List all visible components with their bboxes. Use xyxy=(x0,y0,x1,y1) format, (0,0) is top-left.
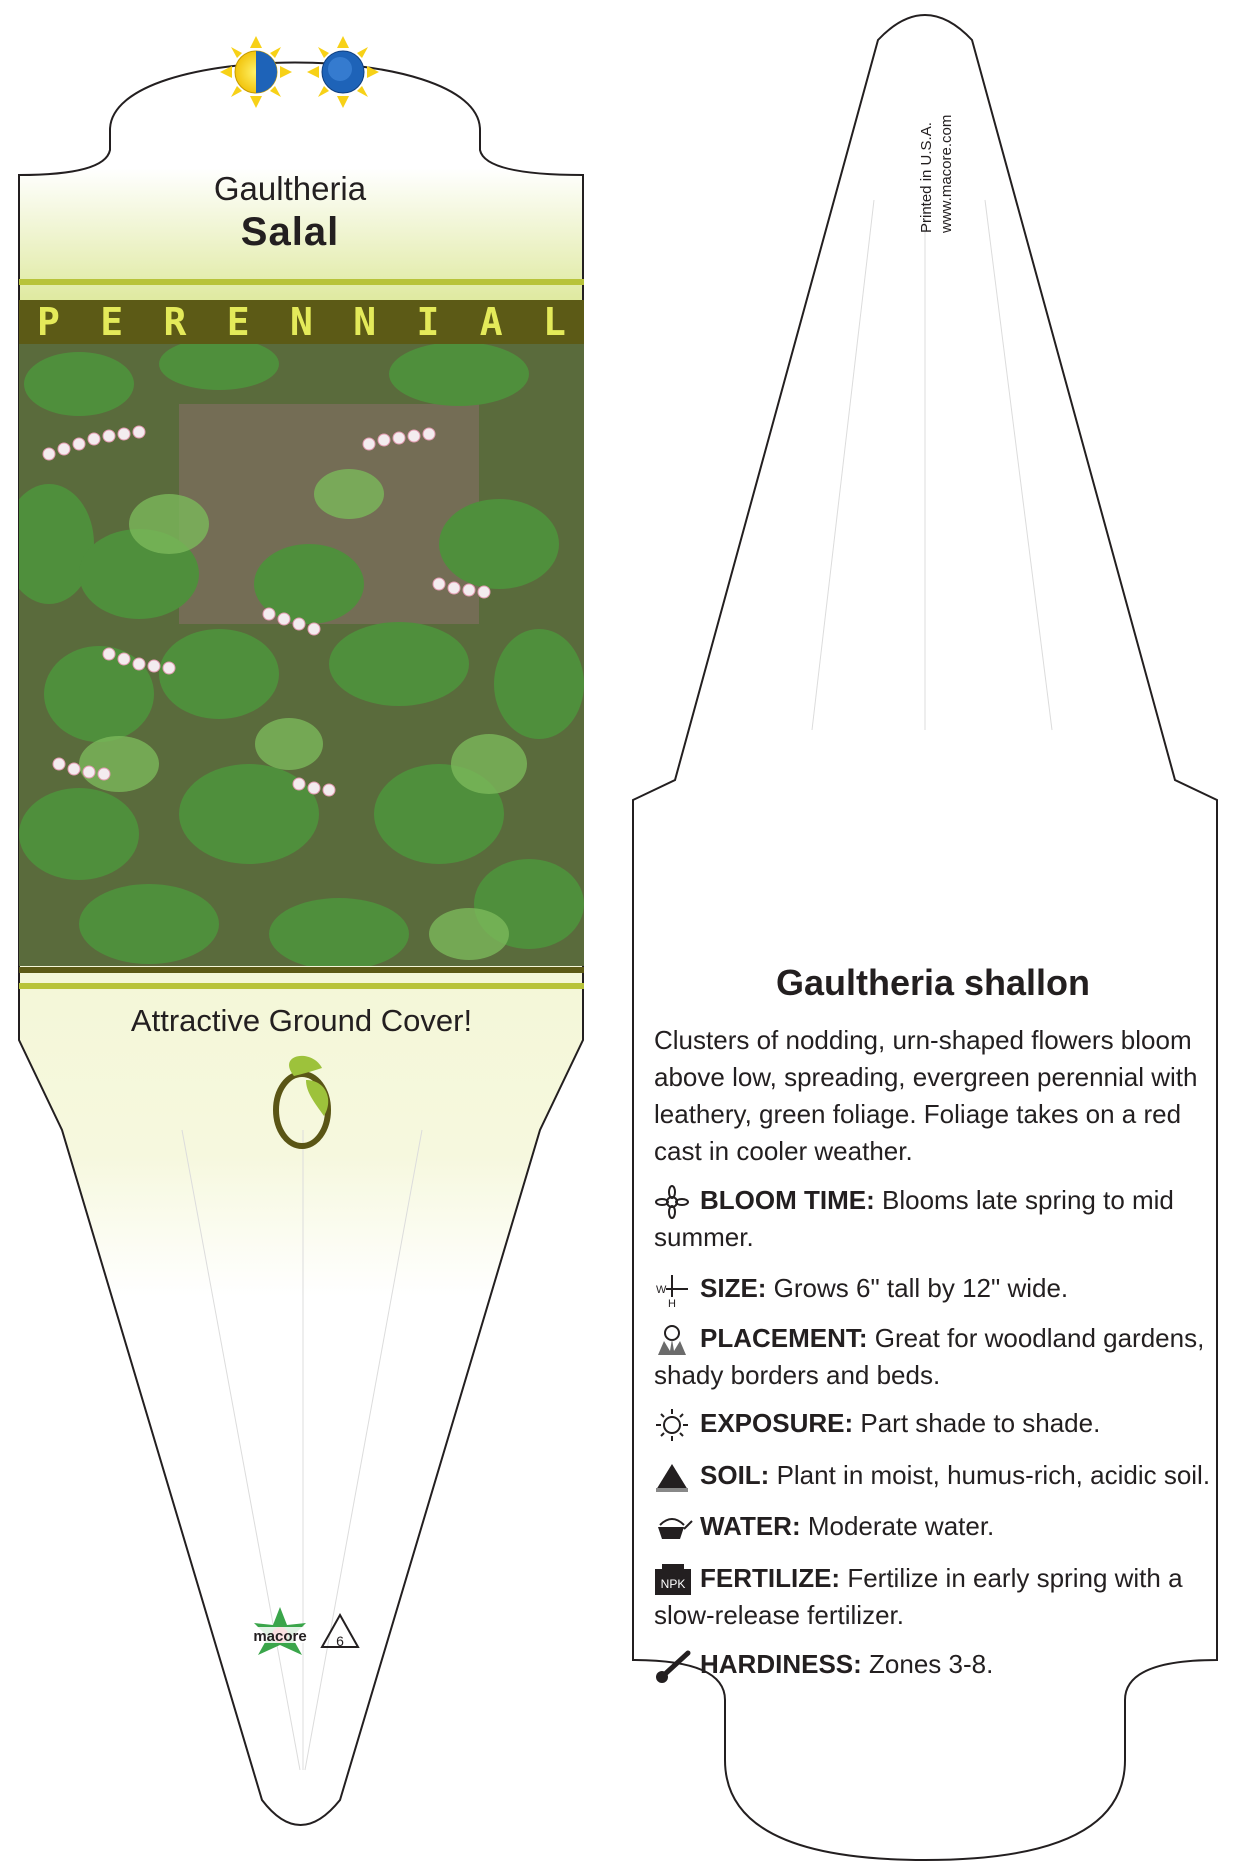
band-letter: R xyxy=(163,300,187,344)
plant-genus: Gaultheria xyxy=(213,170,367,207)
band-letter: L xyxy=(543,300,566,344)
band-letter: E xyxy=(226,300,250,344)
printed-line-2: www.macore.com xyxy=(938,114,955,233)
size-icon xyxy=(654,1273,694,1307)
band-letter: P xyxy=(37,300,60,344)
info-text: Blooms late spring to mid summer. xyxy=(654,1185,1174,1253)
printed-line-1: Printed in U.S.A. xyxy=(918,122,935,233)
brand-text: macore xyxy=(253,1628,307,1645)
info-label: PLACEMENT: xyxy=(700,1323,868,1353)
band-letter: N xyxy=(353,300,377,344)
info-text: Great for woodland gardens, shady borders and beds. xyxy=(654,1323,1205,1391)
info-text: Zones 3-8. xyxy=(861,1649,994,1679)
info-text: Plant in moist, humus-rich, acidic soil. xyxy=(769,1460,1211,1490)
info-label: HARDINESS: xyxy=(700,1649,862,1679)
info-size xyxy=(654,1270,1214,1307)
info-text: Grows 6" tall by 12" wide. xyxy=(766,1273,1069,1303)
plant-photo xyxy=(19,344,584,966)
npk-label: NPK xyxy=(660,1577,686,1592)
info-label: FERTILIZE: xyxy=(700,1563,841,1593)
printed-info xyxy=(906,95,976,245)
tagline: Attractive Ground Cover! xyxy=(130,1003,473,1038)
info-text: Moderate water. xyxy=(800,1511,995,1541)
perennial-band xyxy=(19,300,584,344)
band-letter: A xyxy=(479,300,503,344)
plant-description: Clusters of nodding, urn-shaped flowers bloom above low, spreading, evergreen perennial with leathery, green foliage. Foliage takes on a red cast in cooler weather. xyxy=(654,1025,1198,1166)
recycle-code: 6 xyxy=(336,1633,344,1649)
placement-icon xyxy=(654,1323,694,1357)
info-label: EXPOSURE: xyxy=(700,1408,854,1438)
band-letter: N xyxy=(290,300,313,344)
thermometer-icon xyxy=(654,1649,694,1683)
info-label: WATER: xyxy=(700,1511,801,1541)
npk-icon xyxy=(654,1563,694,1597)
watering-can-icon xyxy=(654,1511,694,1545)
info-text: Part shade to shade. xyxy=(853,1408,1101,1438)
info-label: SIZE: xyxy=(700,1273,767,1303)
info-bloom-time xyxy=(654,1182,1214,1256)
info-placement xyxy=(654,1320,1214,1394)
info-exposure xyxy=(654,1405,1214,1442)
sun-icon xyxy=(654,1408,694,1442)
info-hardiness xyxy=(654,1646,1214,1683)
plant-common-name: Salal xyxy=(240,210,340,254)
soil-icon xyxy=(654,1460,694,1494)
band-letter: E xyxy=(100,300,124,344)
info-water xyxy=(654,1508,1214,1545)
flower-icon xyxy=(654,1185,694,1219)
band-letter: I xyxy=(416,300,440,344)
size-h: H xyxy=(668,1298,676,1308)
info-text: Fertilize in early spring with a slow-release fertilizer. xyxy=(654,1563,1183,1631)
info-fertilize xyxy=(654,1560,1214,1634)
size-w: W xyxy=(656,1284,667,1297)
info-label: BLOOM TIME: xyxy=(700,1185,875,1215)
info-label: SOIL: xyxy=(700,1460,770,1490)
info-soil xyxy=(654,1457,1214,1494)
botanical-name: Gaultheria shallon xyxy=(775,962,1091,1003)
